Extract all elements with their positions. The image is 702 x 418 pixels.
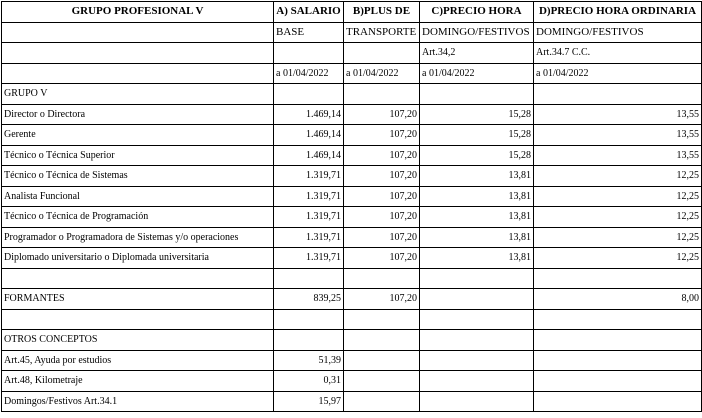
blank-cell [344,350,420,371]
row-hora: 13,81 [420,166,534,187]
date-salario: a 01/04/2022 [274,63,344,84]
table-row [2,186,702,207]
row-plus: 107,20 [344,248,420,269]
row-salario: 1.319,71 [274,248,344,269]
row-plus: 107,20 [344,207,420,228]
date-ordinaria: a 01/04/2022 [534,63,702,84]
otros-row [2,391,702,412]
date-empty [2,63,274,84]
subheader-empty [2,22,274,43]
subheader-base: BASE [274,22,344,43]
row-hora: 13,81 [420,186,534,207]
blank-cell [420,371,534,392]
formantes-salario: 839,25 [274,289,344,310]
row-plus: 107,20 [344,145,420,166]
blank-row [2,268,702,289]
blank-cell [344,309,420,330]
blank-cell [420,309,534,330]
row-category: Programador o Programadora de Sistemas y/o operaciones [2,227,274,248]
blank-cell [534,309,702,330]
row-plus: 107,20 [344,186,420,207]
table-row [2,104,702,125]
blank-cell [344,330,420,351]
group-empty-2 [274,84,344,105]
row-salario: 1.319,71 [274,207,344,228]
article-empty-3 [344,43,420,64]
blank-cell [274,309,344,330]
blank-cell [534,330,702,351]
row-ordinaria: 13,55 [534,104,702,125]
header-plus: B)PLUS DE [344,2,420,23]
article-empty-2 [274,43,344,64]
row-salario: 1.469,14 [274,145,344,166]
date-plus: a 01/04/2022 [344,63,420,84]
row-plus: 107,20 [344,125,420,146]
blank-cell [534,391,702,412]
blank-cell [534,371,702,392]
otros-header-row [2,330,702,351]
row-category: Director o Directora [2,104,274,125]
blank-cell [2,268,274,289]
blank-cell [344,371,420,392]
otros-label: OTROS CONCEPTOS [2,330,274,351]
row-hora: 15,28 [420,125,534,146]
table-row [2,227,702,248]
blank-row [2,309,702,330]
article-empty-1 [2,43,274,64]
table-row [2,145,702,166]
group-empty-4 [420,84,534,105]
otros-concept: Domingos/Festivos Art.34.1 [2,391,274,412]
subheader-transporte: TRANSPORTE [344,22,420,43]
row-ordinaria: 12,25 [534,227,702,248]
otros-concept: Art.48, Kilometraje [2,371,274,392]
subheader-row [2,22,702,43]
blank-cell [274,268,344,289]
row-ordinaria: 12,25 [534,166,702,187]
row-salario: 1.469,14 [274,104,344,125]
row-category: Diplomado universitario o Diplomada universitaria [2,248,274,269]
row-hora: 15,28 [420,145,534,166]
article-hora: Art.34,2 [420,43,534,64]
row-ordinaria: 12,25 [534,248,702,269]
row-salario: 1.319,71 [274,166,344,187]
row-hora: 13,81 [420,227,534,248]
otros-value: 15,97 [274,391,344,412]
blank-cell [2,309,274,330]
row-ordinaria: 12,25 [534,207,702,228]
row-hora: 13,81 [420,248,534,269]
otros-value: 51,39 [274,350,344,371]
otros-row [2,350,702,371]
group-label: GRUPO V [2,84,274,105]
header-grupo-profesional: GRUPO PROFESIONAL V [2,2,274,23]
table-row [2,125,702,146]
blank-cell [534,350,702,371]
row-salario: 1.319,71 [274,227,344,248]
article-row [2,43,702,64]
row-plus: 107,20 [344,104,420,125]
header-precio-hora: C)PRECIO HORA [420,2,534,23]
row-hora: 13,81 [420,207,534,228]
table-row [2,166,702,187]
formantes-ordinaria: 8,00 [534,289,702,310]
blank-cell [420,350,534,371]
row-plus: 107,20 [344,166,420,187]
blank-cell [420,330,534,351]
article-ordinaria: Art.34.7 C.C. [534,43,702,64]
blank-cell [420,391,534,412]
group-row [2,84,702,105]
otros-row [2,371,702,392]
row-category: Analista Funcional [2,186,274,207]
blank-cell [420,268,534,289]
formantes-row [2,289,702,310]
formantes-plus: 107,20 [344,289,420,310]
blank-cell [274,330,344,351]
salary-table [1,1,702,412]
header-precio-hora-ordinaria: D)PRECIO HORA ORDINARIA [534,2,702,23]
row-category: Técnico o Técnica de Programación [2,207,274,228]
blank-cell [534,268,702,289]
subheader-domingo-festivos-ordinaria: DOMINGO/FESTIVOS [534,22,702,43]
header-row [2,2,702,23]
date-hora: a 01/04/2022 [420,63,534,84]
row-category: Gerente [2,125,274,146]
row-salario: 1.469,14 [274,125,344,146]
blank-cell [344,268,420,289]
blank-cell [344,391,420,412]
otros-concept: Art.45, Ayuda por estudios [2,350,274,371]
date-row [2,63,702,84]
formantes-label: FORMANTES [2,289,274,310]
header-salario: A) SALARIO [274,2,344,23]
group-empty-3 [344,84,420,105]
row-hora: 15,28 [420,104,534,125]
row-ordinaria: 13,55 [534,145,702,166]
formantes-hora [420,289,534,310]
row-salario: 1.319,71 [274,186,344,207]
group-empty-5 [534,84,702,105]
otros-value: 0,31 [274,371,344,392]
subheader-domingo-festivos: DOMINGO/FESTIVOS [420,22,534,43]
table-row [2,248,702,269]
row-category: Técnico o Técnica Superior [2,145,274,166]
table-row [2,207,702,228]
row-plus: 107,20 [344,227,420,248]
row-ordinaria: 12,25 [534,186,702,207]
row-ordinaria: 13,55 [534,125,702,146]
row-category: Técnico o Técnica de Sistemas [2,166,274,187]
